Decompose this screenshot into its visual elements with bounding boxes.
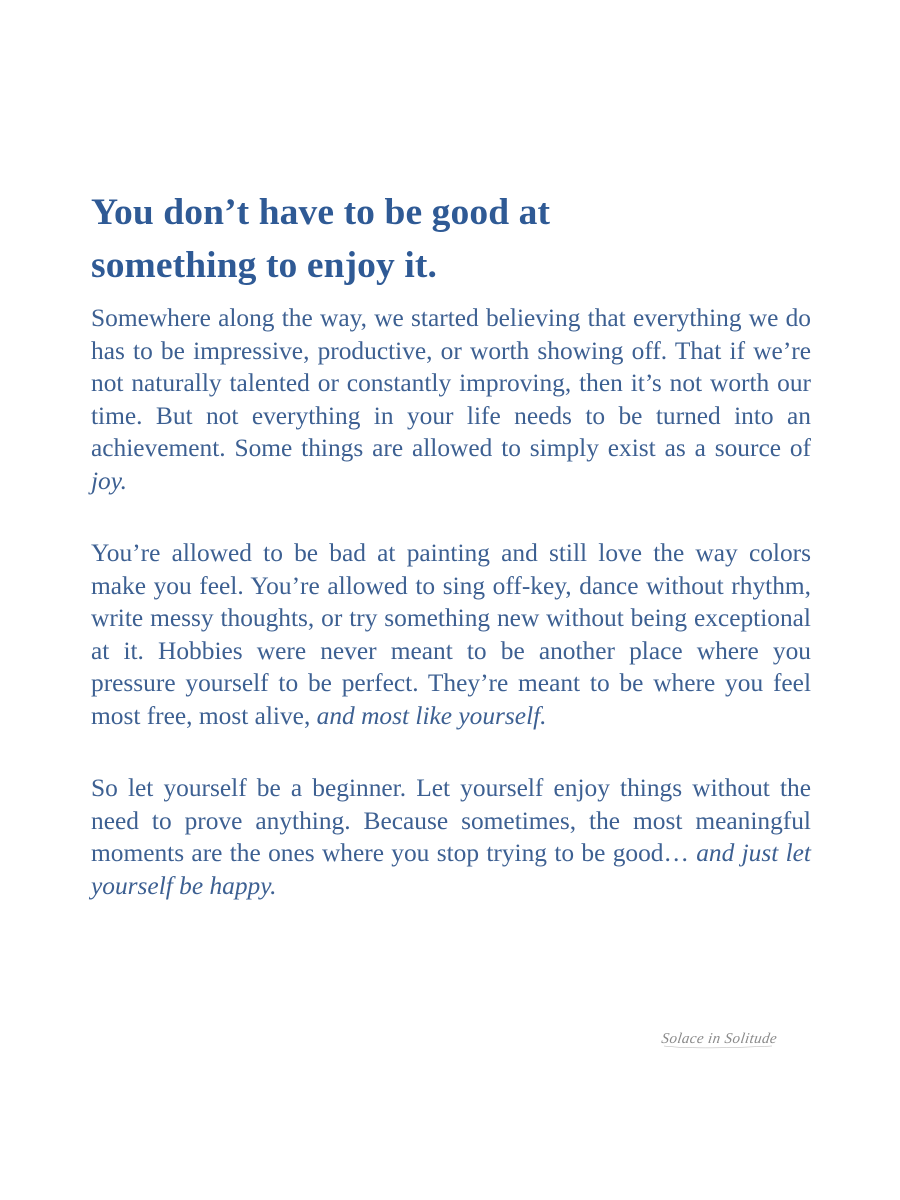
signature	[660, 1022, 810, 1052]
paragraph-3	[91, 772, 811, 902]
paragraph-3-emphasis: and just let yourself be happy.	[91, 839, 811, 900]
paragraph-2	[91, 537, 811, 732]
article	[91, 186, 811, 902]
paragraph-1-emphasis: joy.	[91, 466, 127, 495]
paragraph-3-text: So let yourself be a beginner. Let yourself enjoy things without the need to prove anything. Because sometimes, the most meaningful moments are the ones where you stop trying to be good…	[91, 774, 811, 867]
paragraph-2-text: You’re allowed to be bad at painting and still love the way colors make you feel. You’re allowed to sing off-key, dance without rhythm, write messy thoughts, or try something new without being exceptional at it. Hobbies were never meant to be another place where you pressure yourself to be perfect. They’re meant to be where you feel most free, most alive,	[91, 539, 811, 730]
title-line-2: something to enjoy it.	[91, 245, 437, 286]
paragraph-1	[91, 302, 811, 497]
paragraph-2-emphasis: and most like yourself.	[316, 701, 547, 730]
title-line-1: You don’t have to be good at	[91, 192, 551, 233]
page-title	[91, 186, 811, 292]
paragraph-1-text: Somewhere along the way, we started believing that everything we do has to be impressive, productive, or worth showing off. That if we’re not naturally talented or constantly improving, then it’s not worth our time. But not everything in your life needs to be turned into an achievement. Some things are allowed to simply exist as a source of	[91, 304, 811, 462]
signature-text: Solace in Solitude	[660, 1031, 779, 1047]
